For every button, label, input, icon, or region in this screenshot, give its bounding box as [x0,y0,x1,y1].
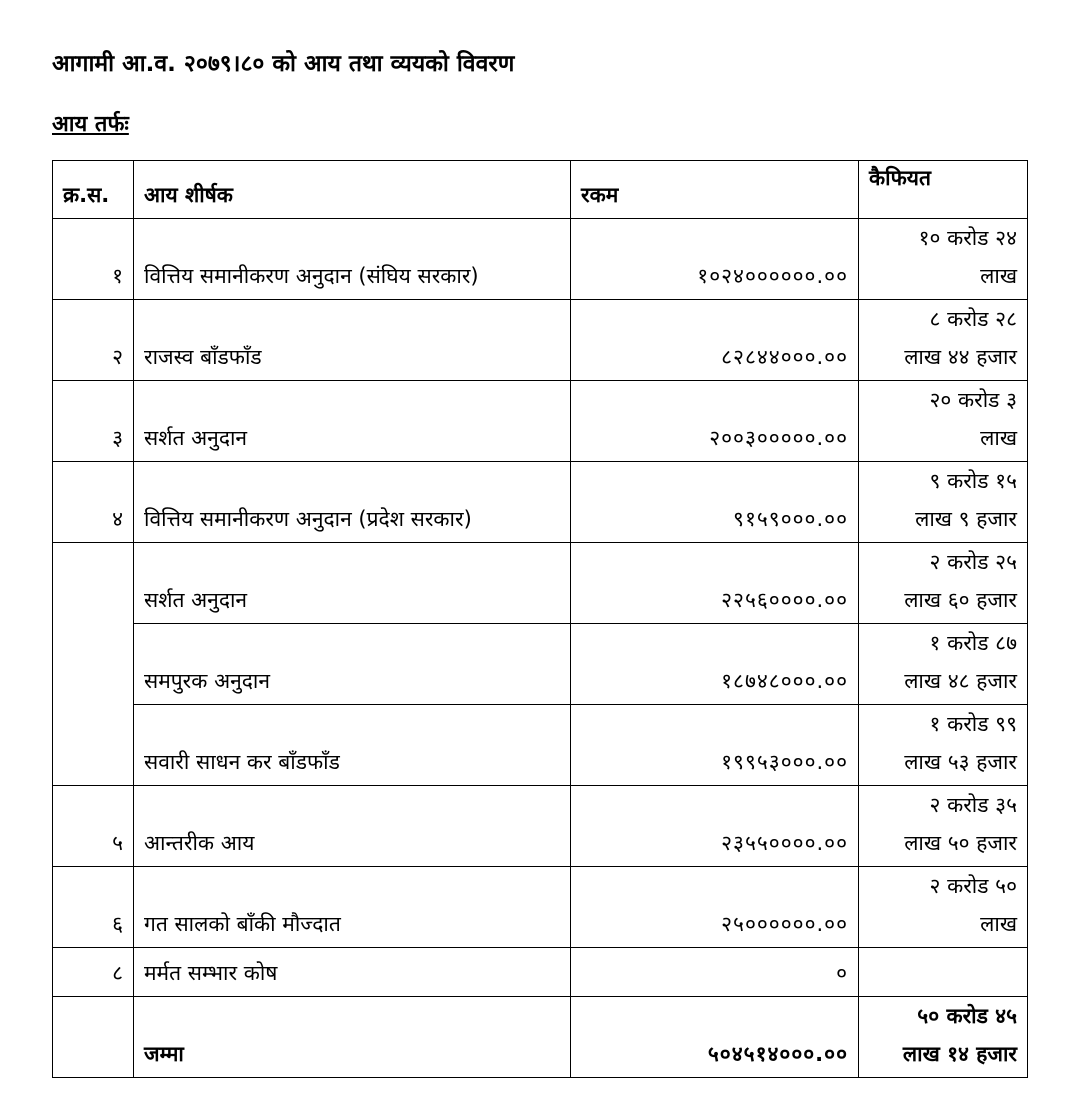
income-head-cell: राजस्व बाँडफाँड [134,300,571,381]
income-table [52,160,1028,1078]
income-head-cell: सवारी साधन कर बाँडफाँड [134,705,571,786]
header-income-head: आय शीर्षक [134,161,571,219]
remarks-line-1: २ करोड ५० [929,874,1017,898]
serial-cell: ५ [53,786,134,867]
table-row [53,948,1028,997]
amount-cell: २५००००००.०० [571,867,859,948]
serial-cell: ४ [53,462,134,543]
section-heading-income: आय तर्फः [52,112,129,137]
income-head-cell: वित्तिय समानीकरण अनुदान (संघिय सरकार) [134,219,571,300]
amount-cell: २००३०००००.०० [571,381,859,462]
remarks-line-1: २ करोड २५ [929,550,1017,574]
remarks-line-2: लाख ४८ हजार [904,669,1017,693]
remarks-cell [859,705,1028,786]
amount-cell: २२५६००००.०० [571,543,859,624]
remarks-cell [859,997,1028,1078]
amount-cell: ८२८४४०००.०० [571,300,859,381]
remarks-line-1: १० करोड २४ [918,226,1017,250]
income-head-cell: मर्मत सम्भार कोष [134,948,571,997]
remarks-line-1: १ करोड ९९ [929,712,1017,736]
remarks-cell [859,948,1028,997]
header-remarks: कैफियत [859,161,1028,219]
header-serial: क्र.स. [53,161,134,219]
remarks-line-2: लाख [980,426,1017,450]
remarks-cell [859,867,1028,948]
remarks-cell [859,381,1028,462]
remarks-line-1: ८ करोड २८ [929,307,1017,331]
income-head-cell: सर्शत अनुदान [134,543,571,624]
remarks-line-2: लाख [980,912,1017,936]
remarks-cell [859,462,1028,543]
remarks-cell [859,219,1028,300]
table-row [53,705,1028,786]
remarks-line-2: लाख ५३ हजार [904,750,1017,774]
remarks-cell [859,300,1028,381]
remarks-line-2: लाख ९ हजार [915,507,1017,531]
amount-cell: १८७४८०००.०० [571,624,859,705]
amount-cell: ० [571,948,859,997]
amount-cell: ९१५९०००.०० [571,462,859,543]
serial-cell [53,543,134,786]
document-title: आगामी आ.व. २०७९।८० को आय तथा व्ययको विवरण [52,51,515,77]
remarks-cell [859,624,1028,705]
remarks-line-2: लाख ६० हजार [904,588,1017,612]
remarks-line-1: २ करोड ३५ [929,793,1017,817]
income-head-cell: समपुरक अनुदान [134,624,571,705]
remarks-line-1: ९ करोड १५ [929,469,1017,493]
serial-cell: ३ [53,381,134,462]
table-row [53,624,1028,705]
income-head-cell: वित्तिय समानीकरण अनुदान (प्रदेश सरकार) [134,462,571,543]
income-head-cell: गत सालको बाँकी मौज्दात [134,867,571,948]
header-amount: रकम [571,161,859,219]
table-row [53,219,1028,300]
remarks-line-2: लाख १४ हजार [902,1042,1017,1066]
serial-cell: ८ [53,948,134,997]
serial-cell: २ [53,300,134,381]
amount-cell: २३५५००००.०० [571,786,859,867]
table-row [53,543,1028,624]
remarks-line-1: १ करोड ८७ [929,631,1017,655]
remarks-line-2: लाख ५० हजार [904,831,1017,855]
serial-cell: ६ [53,867,134,948]
remarks-cell [859,786,1028,867]
amount-cell: १०२४००००००.०० [571,219,859,300]
remarks-cell [859,543,1028,624]
table-row [53,867,1028,948]
remarks-line-1: २० करोड ३ [929,388,1017,412]
table-row [53,462,1028,543]
table-row [53,300,1028,381]
remarks-line-2: लाख ४४ हजार [904,345,1017,369]
income-head-cell: आन्तरीक आय [134,786,571,867]
remarks-line-2: लाख [980,264,1017,288]
total-amount: ५०४५१४०००.०० [571,997,859,1078]
remarks-line-1: ५० करोड ४५ [917,1004,1017,1028]
income-head-cell: सर्शत अनुदान [134,381,571,462]
table-row [53,786,1028,867]
total-row [53,997,1028,1078]
total-label: जम्मा [134,997,571,1078]
serial-cell: १ [53,219,134,300]
amount-cell: १९९५३०००.०० [571,705,859,786]
serial-cell [53,997,134,1078]
table-row [53,381,1028,462]
table-header-row [53,161,1028,219]
